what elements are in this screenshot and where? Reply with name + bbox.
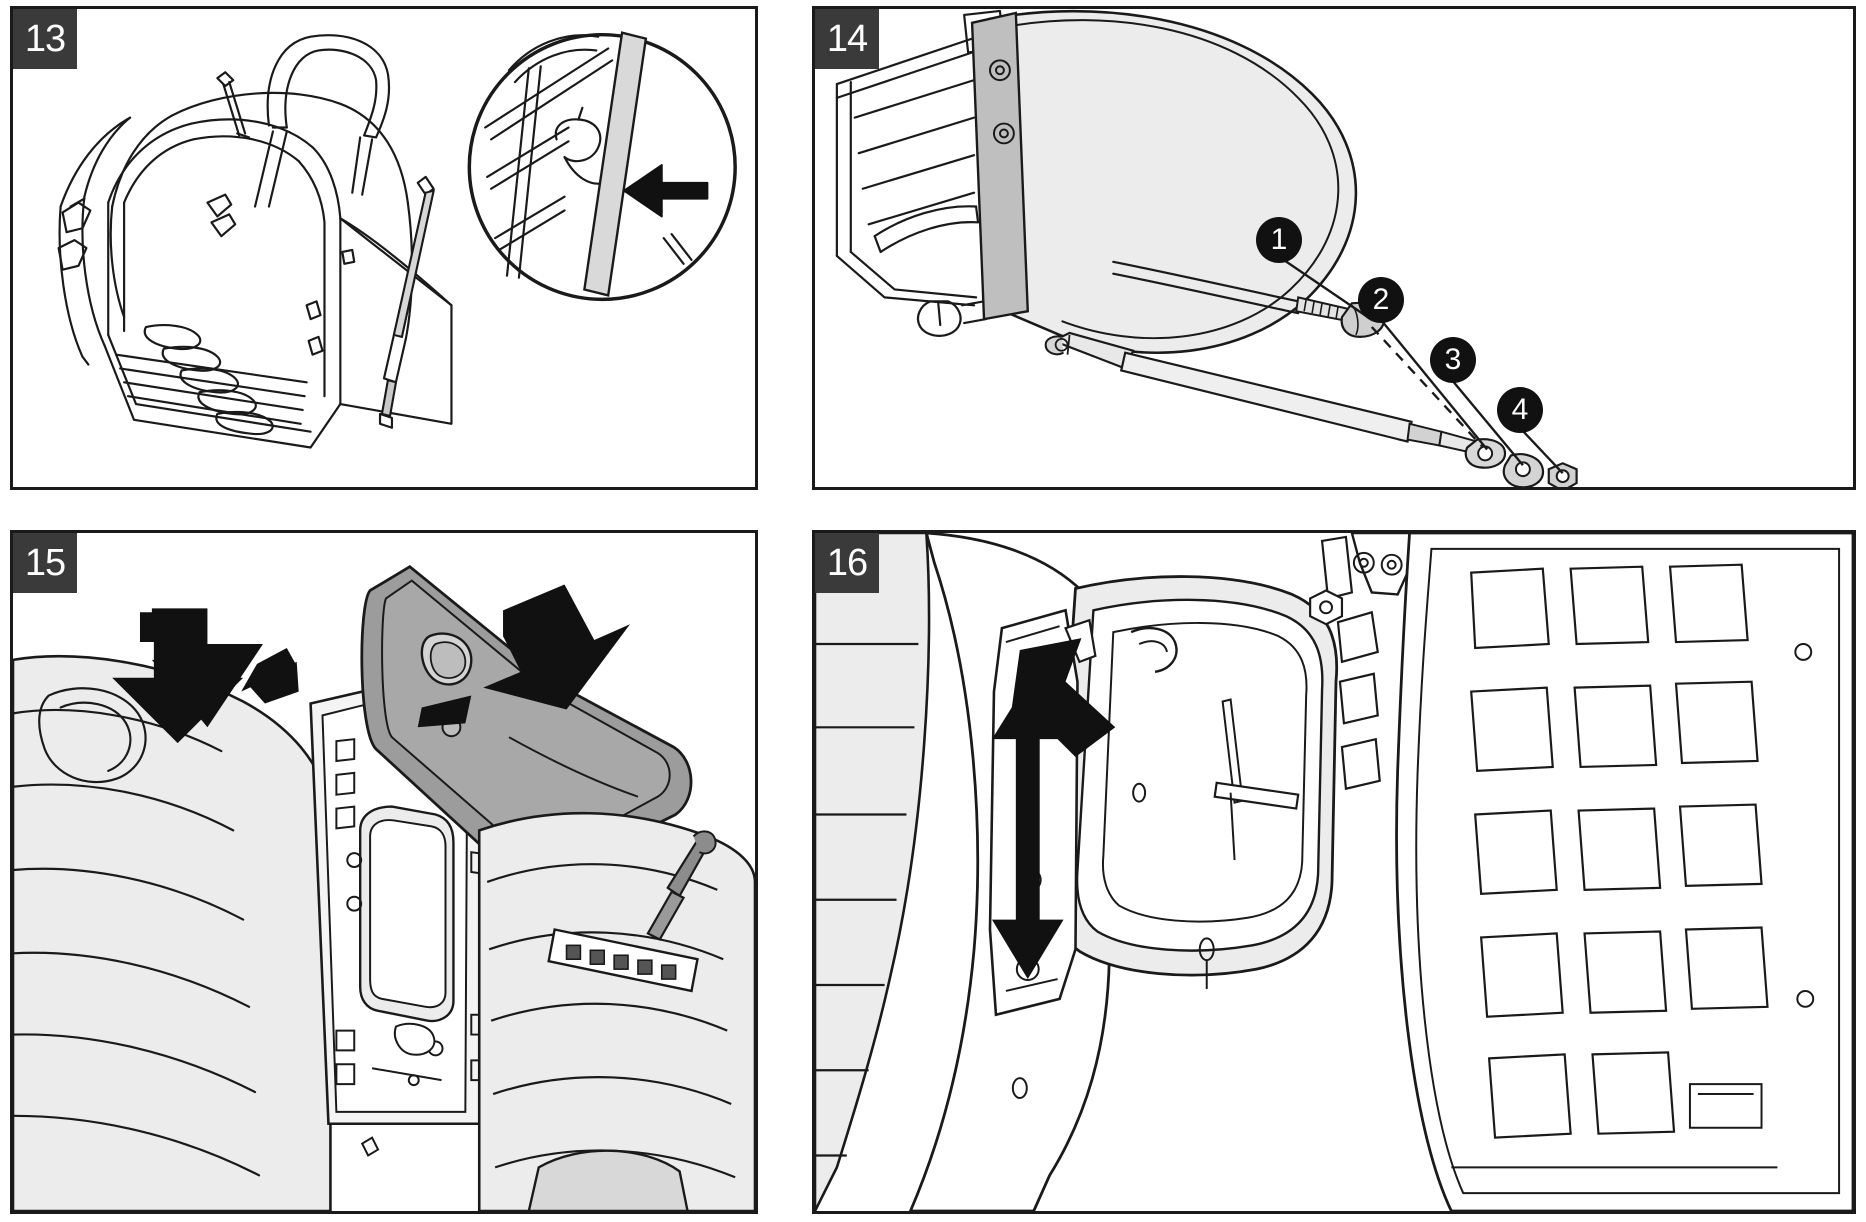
step-number-badge-15: 15 xyxy=(13,533,77,593)
callout-4: 4 xyxy=(1497,387,1543,433)
step-16-illustration xyxy=(815,533,1853,1211)
callout-2: 2 xyxy=(1358,277,1404,323)
step-14-illustration xyxy=(815,9,1853,487)
panel-step-16 xyxy=(812,530,1856,1214)
step-number-badge-13: 13 xyxy=(13,9,77,69)
panel-step-13 xyxy=(10,6,758,490)
step-15-illustration xyxy=(13,533,755,1211)
panel-step-14 xyxy=(812,6,1856,490)
step-number-badge-14: 14 xyxy=(815,9,879,69)
callout-3: 3 xyxy=(1430,337,1476,383)
callout-1: 1 xyxy=(1256,217,1302,263)
panel-step-15 xyxy=(10,530,758,1214)
step-number-badge-16: 16 xyxy=(815,533,879,593)
step-13-illustration xyxy=(13,9,755,487)
